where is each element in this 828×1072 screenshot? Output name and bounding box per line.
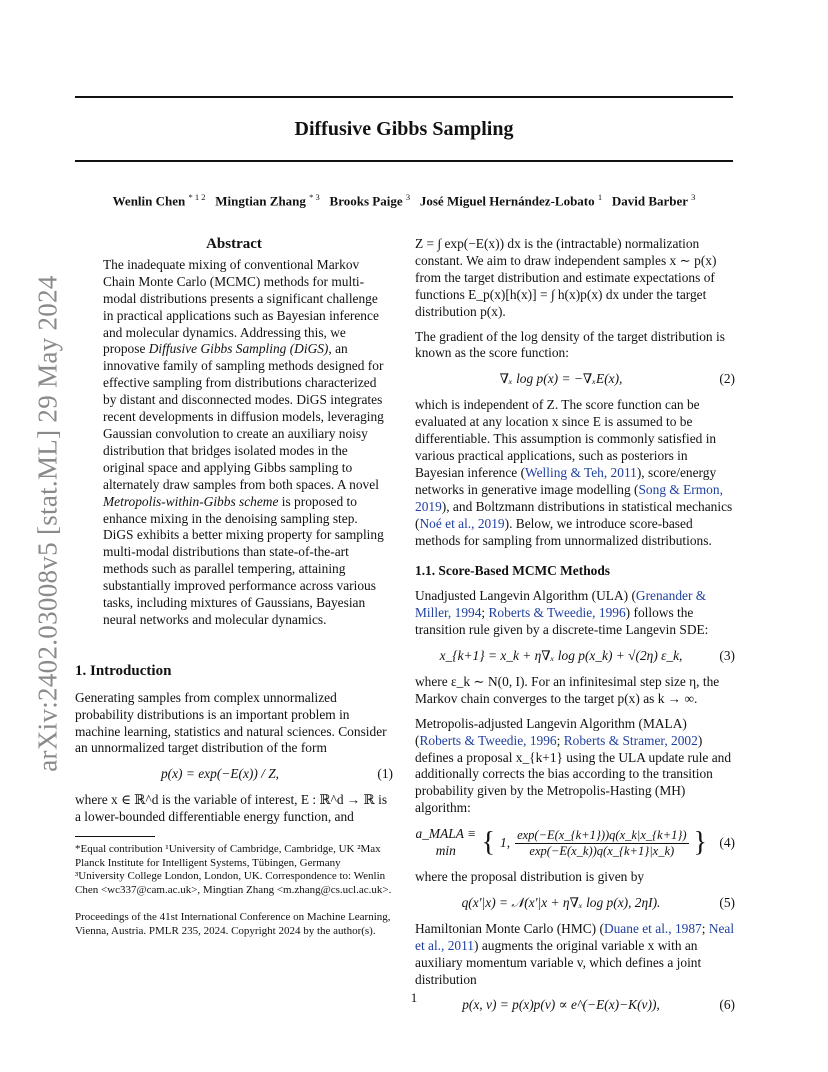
author-name: Brooks Paige bbox=[329, 193, 403, 209]
fraction bbox=[515, 828, 688, 859]
subsection-heading: 1.1. Score-Based MCMC Methods bbox=[415, 563, 611, 579]
text-run: ), score/energy networks in generative image modelling ( bbox=[415, 464, 717, 497]
citation-link[interactable]: Noé et al., 2019 bbox=[419, 515, 505, 531]
equation-number: (5) bbox=[719, 894, 735, 910]
author-affiliation-marks: 3 bbox=[405, 192, 411, 202]
equation-term: 1, bbox=[500, 834, 511, 850]
abstract-emphasis: Metropolis-within-Gibbs scheme bbox=[103, 493, 279, 509]
text-run: ) augments the original variable x with an auxiliary momentum variable v, which defines a joint distribution bbox=[415, 937, 702, 987]
text-run: ) follows the transition rule given by a discrete-time Langevin SDE: bbox=[415, 605, 709, 638]
abstract-text-part: , an innovative family of sampling methods designed for effective sampling from distributions characterized by distant and disconnected modes. DiGS integrates recent developments in diffusion models, leveraging Gaussian convolution to create an auxiliary noisy distribution that bridges isolated modes in the original space and applying Gibbs sampling to alternately draw samples from both spaces. A novel bbox=[103, 341, 384, 492]
text-run: ) defines a proposal x_{k+1} using the ULA update rule and additionally corrects the bias according to the transition probability given by the Metropolis-Hasting (MH) algorithm: bbox=[415, 732, 732, 816]
author-affiliation-marks: 3 bbox=[691, 192, 696, 202]
body-paragraph: The gradient of the log density of the target distribution is known as the score function: bbox=[415, 328, 725, 361]
author-name: Wenlin Chen bbox=[112, 193, 186, 209]
equation-1 bbox=[75, 766, 393, 783]
arxiv-identifier: arXiv:2402.03008v5 [stat.ML] 29 May 2024 bbox=[32, 275, 63, 772]
text-run: ), and Boltzmann distributions in statistical mechanics ( bbox=[415, 498, 733, 531]
text-run: ; bbox=[481, 605, 489, 621]
equation-body: p(x) = exp(−E(x)) / Z, bbox=[160, 766, 280, 782]
left-column bbox=[75, 236, 393, 939]
equation-lhs: a_MALA ≡ min bbox=[415, 826, 477, 859]
body-paragraph: where ε_k ∼ N(0, I). For an infinitesimal step size η, the Markov chain converges to the target p(x) as k → ∞. bbox=[415, 673, 720, 706]
equation-number: (1) bbox=[377, 766, 393, 782]
author-list bbox=[75, 192, 733, 209]
text-run: Hamiltonian Monte Carlo (HMC) ( bbox=[415, 920, 604, 936]
abstract-emphasis: Diffusive Gibbs Sampling (DiGS) bbox=[148, 341, 329, 357]
abstract-text-part: The inadequate mixing of conventional Markov Chain Monte Carlo (MCMC) methods for multi-modal distributions presents a significant challenge in practical applications such as Bayesian inference and molecular dynamics. Addressing this, we propose bbox=[103, 256, 379, 357]
proceedings-note: Proceedings of the 41st International Conference on Machine Learning, Vienna, Austria. PMLR 235, 2024. Copyright 2024 by the author(s). bbox=[75, 911, 391, 938]
abstract-text-part: is proposed to enhance mixing in the denoising sampling step. DiGS exhibits a better mixing property for sampling multi-modal distributions than state-of-the-art methods such as parallel tempering, attaining substantially improved performance across various tasks, including mixtures of Gaussians, Bayesian neural networks and molecular dynamics. bbox=[103, 493, 384, 627]
text-run: ; bbox=[701, 920, 709, 936]
citation-link[interactable]: Roberts & Stramer, 2002 bbox=[563, 732, 698, 748]
abstract-text bbox=[75, 257, 393, 629]
top-rule bbox=[75, 96, 733, 98]
citation-link[interactable]: Song & Ermon, 2019 bbox=[415, 481, 723, 514]
author-affiliation-marks: * 1 2 bbox=[188, 192, 206, 202]
equation-number: (6) bbox=[719, 997, 735, 1013]
equation-number: (4) bbox=[719, 834, 735, 850]
text-run: Unadjusted Langevin Algorithm (ULA) ( bbox=[415, 588, 636, 604]
body-paragraph bbox=[415, 397, 735, 549]
author-affiliation-marks: * 3 bbox=[309, 192, 320, 202]
equation-body: ∇ₓ log p(x) = −∇ₓE(x), bbox=[499, 371, 623, 387]
paper-title: Diffusive Gibbs Sampling bbox=[294, 118, 514, 140]
fraction-denominator: exp(−E(x_k))q(x_{k+1}|x_k) bbox=[529, 843, 675, 858]
page-number: 1 bbox=[410, 990, 418, 1005]
author-name: David Barber bbox=[611, 193, 688, 209]
body-paragraph bbox=[415, 716, 735, 817]
right-brace: } bbox=[693, 827, 707, 859]
text-run: ). Below, we introduce score-based methods for sampling from unnormalized distributions. bbox=[415, 515, 712, 548]
body-paragraph: where the proposal distribution is given by bbox=[415, 869, 645, 884]
equation-4 bbox=[415, 826, 735, 860]
fraction-numerator: exp(−E(x_{k+1}))q(x_k|x_{k+1}) bbox=[517, 827, 687, 842]
left-brace: { bbox=[481, 827, 496, 859]
abstract-heading: Abstract bbox=[206, 236, 262, 252]
author-name: Mingtian Zhang bbox=[215, 193, 306, 209]
body-paragraph: Z = ∫ exp(−E(x)) dx is the (intractable) normalization constant. We aim to draw independent samples x ∼ p(x) from the target distribution and estimate expectations of functions E_p(x)[h(x)] = ∫ h(x)p(x) dx under the target distribution p(x). bbox=[415, 236, 717, 319]
citation-link[interactable]: Roberts & Tweedie, 1996 bbox=[488, 605, 626, 621]
equation-5 bbox=[415, 895, 735, 912]
citation-link[interactable]: Neal et al., 2011 bbox=[415, 920, 735, 953]
title-rule bbox=[75, 160, 733, 162]
body-paragraph bbox=[415, 588, 735, 639]
equation-number: (3) bbox=[719, 648, 735, 664]
footnote-rule bbox=[75, 836, 155, 837]
equation-number: (2) bbox=[719, 371, 735, 387]
text-run: which is independent of Z. The score function can be evaluated at any location x since E is assumed to be differentiable. This assumption is commonly satisfied in various practical applications, such as posteriors in Bayesian inference ( bbox=[415, 397, 717, 480]
equation-body bbox=[415, 826, 707, 860]
equation-3 bbox=[415, 648, 735, 665]
citation-link[interactable]: Welling & Teh, 2011 bbox=[525, 464, 637, 480]
equation-body: x_{k+1} = x_k + η∇ₓ log p(x_k) + √(2η) ε_k, bbox=[439, 648, 683, 664]
right-column bbox=[415, 236, 735, 1023]
author-affiliation-marks: 1 bbox=[597, 192, 603, 202]
intro-paragraph: where x ∈ ℝ^d is the variable of interest, E : ℝ^d → ℝ is a lower-bounded differentiable energy function, and bbox=[75, 792, 388, 825]
text-run: Metropolis-adjusted Langevin Algorithm (MALA) ( bbox=[415, 715, 687, 748]
equation-body: p(x, v) = p(x)p(v) ∝ e^(−E(x)−K(v)), bbox=[462, 997, 660, 1013]
text-run: ; bbox=[556, 732, 564, 748]
equation-body: q(x′|x) = 𝒩(x′|x + η∇ₓ log p(x), 2ηI). bbox=[461, 894, 661, 910]
section-heading-introduction: 1. Introduction bbox=[75, 662, 172, 679]
citation-link[interactable]: Duane et al., 1987 bbox=[603, 920, 702, 936]
equation-2 bbox=[415, 371, 735, 388]
citation-link[interactable]: Grenander & Miller, 1994 bbox=[415, 588, 707, 621]
affiliation-footnote: *Equal contribution ¹University of Cambridge, Cambridge, UK ²Max Planck Institute for Intelligent Systems, Tübingen, Germany ³University College London, London, UK. Correspondence to: Wenlin Chen <wc337@cam.ac.uk>, Mingtian Zhang <m.zhang@cs.ucl.ac.uk>. bbox=[75, 843, 392, 896]
author-name: José Miguel Hernández-Lobato bbox=[419, 193, 595, 209]
citation-link[interactable]: Roberts & Tweedie, 1996 bbox=[419, 732, 557, 748]
intro-paragraph: Generating samples from complex unnormalized probability distributions is an important problem in machine learning, statistics and natural sciences. Consider an unnormalized target distribution of the form bbox=[75, 689, 387, 756]
body-paragraph bbox=[415, 921, 735, 989]
